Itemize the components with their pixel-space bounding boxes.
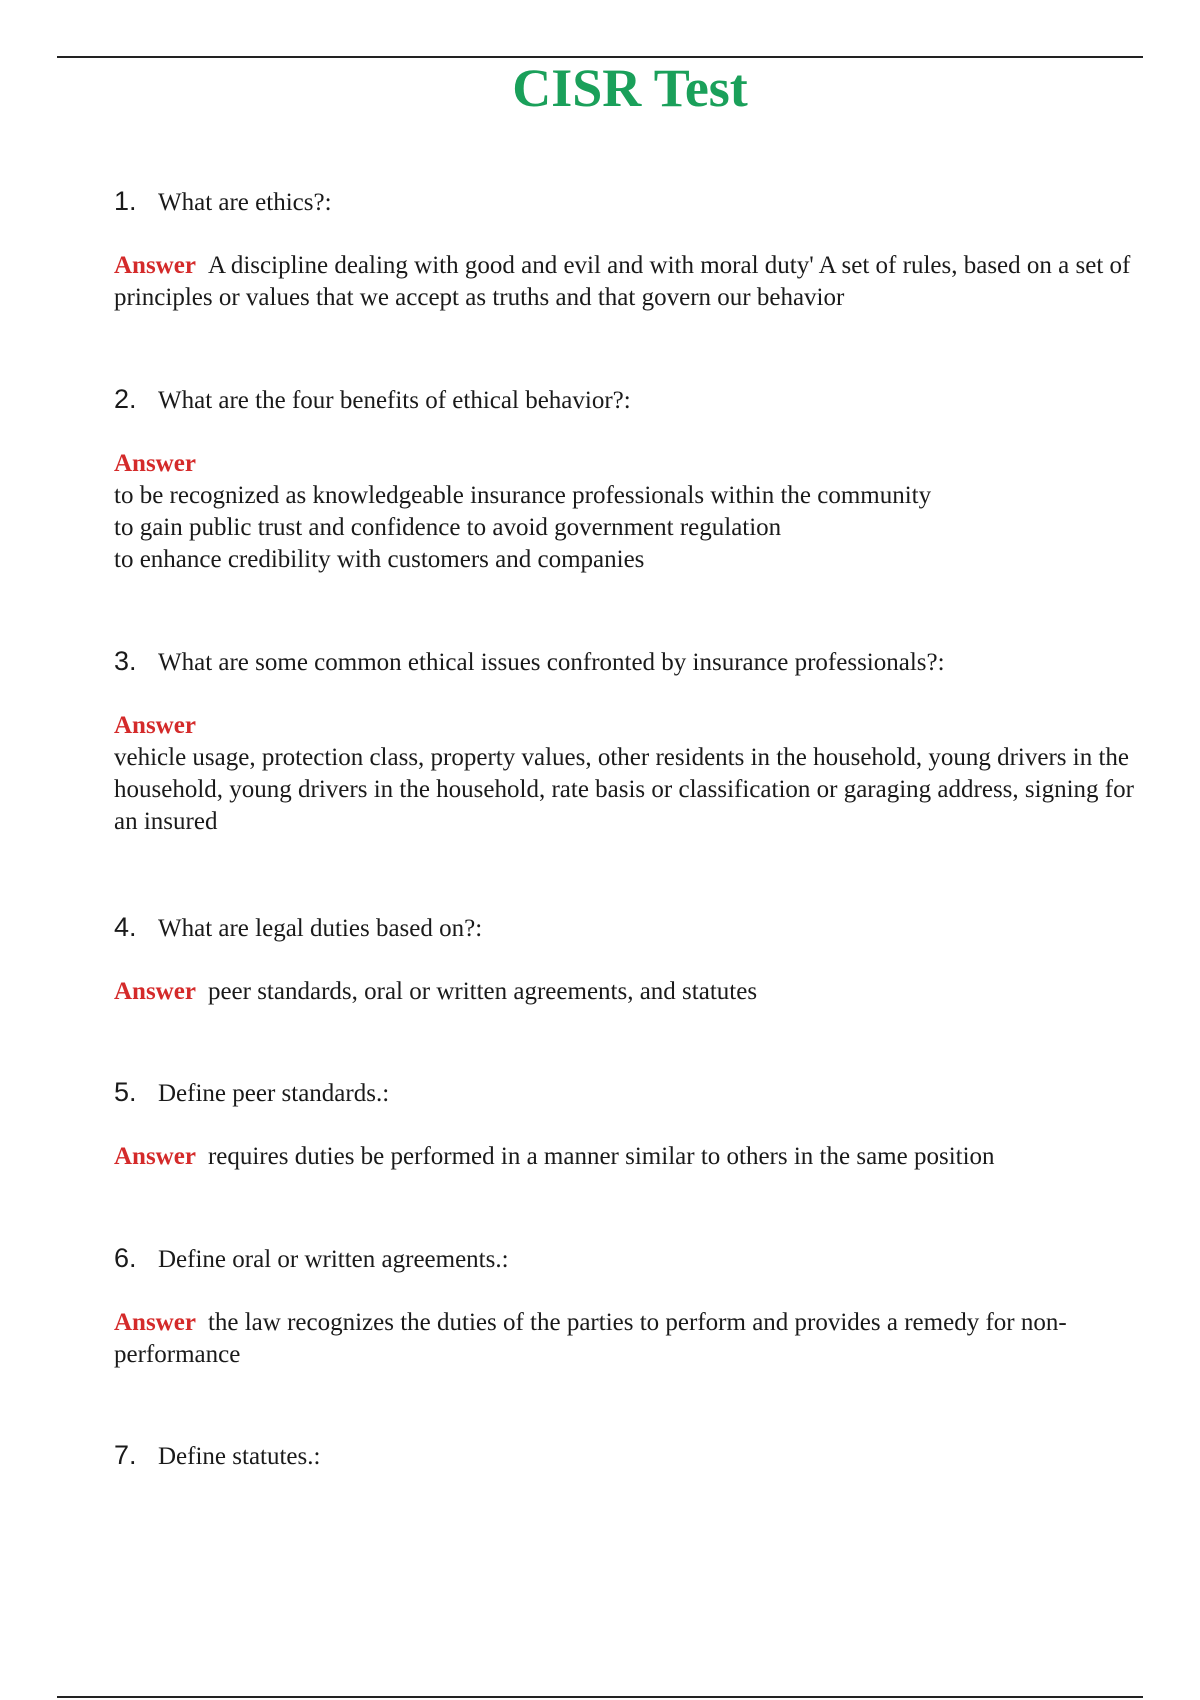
- qa-item-5: [114, 1077, 1134, 1173]
- question-number: 4.: [114, 912, 137, 942]
- question-text: What are some common ethical issues confronted by insurance professionals?:: [158, 649, 945, 676]
- qa-item-3: [114, 646, 1134, 838]
- bottom-rule: [57, 1696, 1143, 1698]
- qa-item-7: [114, 1440, 1134, 1472]
- answer-label: Answer: [114, 712, 196, 739]
- question-number: 5.: [114, 1077, 137, 1107]
- answer-label: Answer: [114, 1143, 196, 1170]
- question-number: 1.: [114, 186, 137, 216]
- answer-text: vehicle usage, protection class, property values, other residents in the household, young drivers in the household, young drivers in the household, rate basis or classification or garaging address, signing for an insured: [114, 744, 1134, 835]
- answer-text: A discipline dealing with good and evil and with moral duty' A set of rules, based on a set of principles or values that we accept as truths and that govern our behavior: [114, 252, 1131, 311]
- page-title: CISR Test: [512, 58, 748, 118]
- answer-text: requires duties be performed in a manner similar to others in the same position: [207, 1143, 995, 1170]
- answer-text: the law recognizes the duties of the parties to perform and provides a remedy for non-performance: [114, 1309, 1067, 1368]
- qa-item-6: [114, 1243, 1134, 1371]
- answer-text: peer standards, oral or written agreements, and statutes: [207, 978, 758, 1005]
- answer: [114, 1307, 1134, 1371]
- question: [114, 186, 1134, 218]
- question: [114, 1440, 1134, 1472]
- answer: [114, 250, 1134, 314]
- question: [114, 1243, 1134, 1275]
- answer-label: Answer: [114, 1309, 196, 1336]
- answer-line: to enhance credibility with customers and companies: [114, 546, 645, 573]
- answer: [114, 710, 1134, 838]
- answer-label: Answer: [114, 450, 196, 477]
- question: [114, 646, 1134, 678]
- question-number: 7.: [114, 1440, 137, 1470]
- question-text: Define peer standards.:: [158, 1080, 390, 1107]
- qa-item-2: [114, 384, 1134, 576]
- question-text: Define statutes.:: [158, 1443, 321, 1470]
- qa-item-4: [114, 912, 1134, 1008]
- question: [114, 384, 1134, 416]
- question-text: What are ethics?:: [158, 189, 332, 216]
- question: [114, 1077, 1134, 1109]
- question-number: 3.: [114, 646, 137, 676]
- question: [114, 912, 1134, 944]
- question-text: Define oral or written agreements.:: [158, 1246, 509, 1273]
- answer-line: to be recognized as knowledgeable insurance professionals within the community: [114, 482, 932, 509]
- question-text: What are the four benefits of ethical behavior?:: [158, 387, 631, 414]
- answer: [114, 448, 1134, 576]
- answer-label: Answer: [114, 252, 196, 279]
- question-number: 6.: [114, 1243, 137, 1273]
- question-text: What are legal duties based on?:: [158, 915, 483, 942]
- answer-line: to gain public trust and confidence to avoid government regulation: [114, 514, 782, 541]
- answer-label: Answer: [114, 978, 196, 1005]
- qa-item-1: [114, 186, 1134, 314]
- answer: [114, 976, 1134, 1008]
- answer: [114, 1141, 1134, 1173]
- question-number: 2.: [114, 384, 137, 414]
